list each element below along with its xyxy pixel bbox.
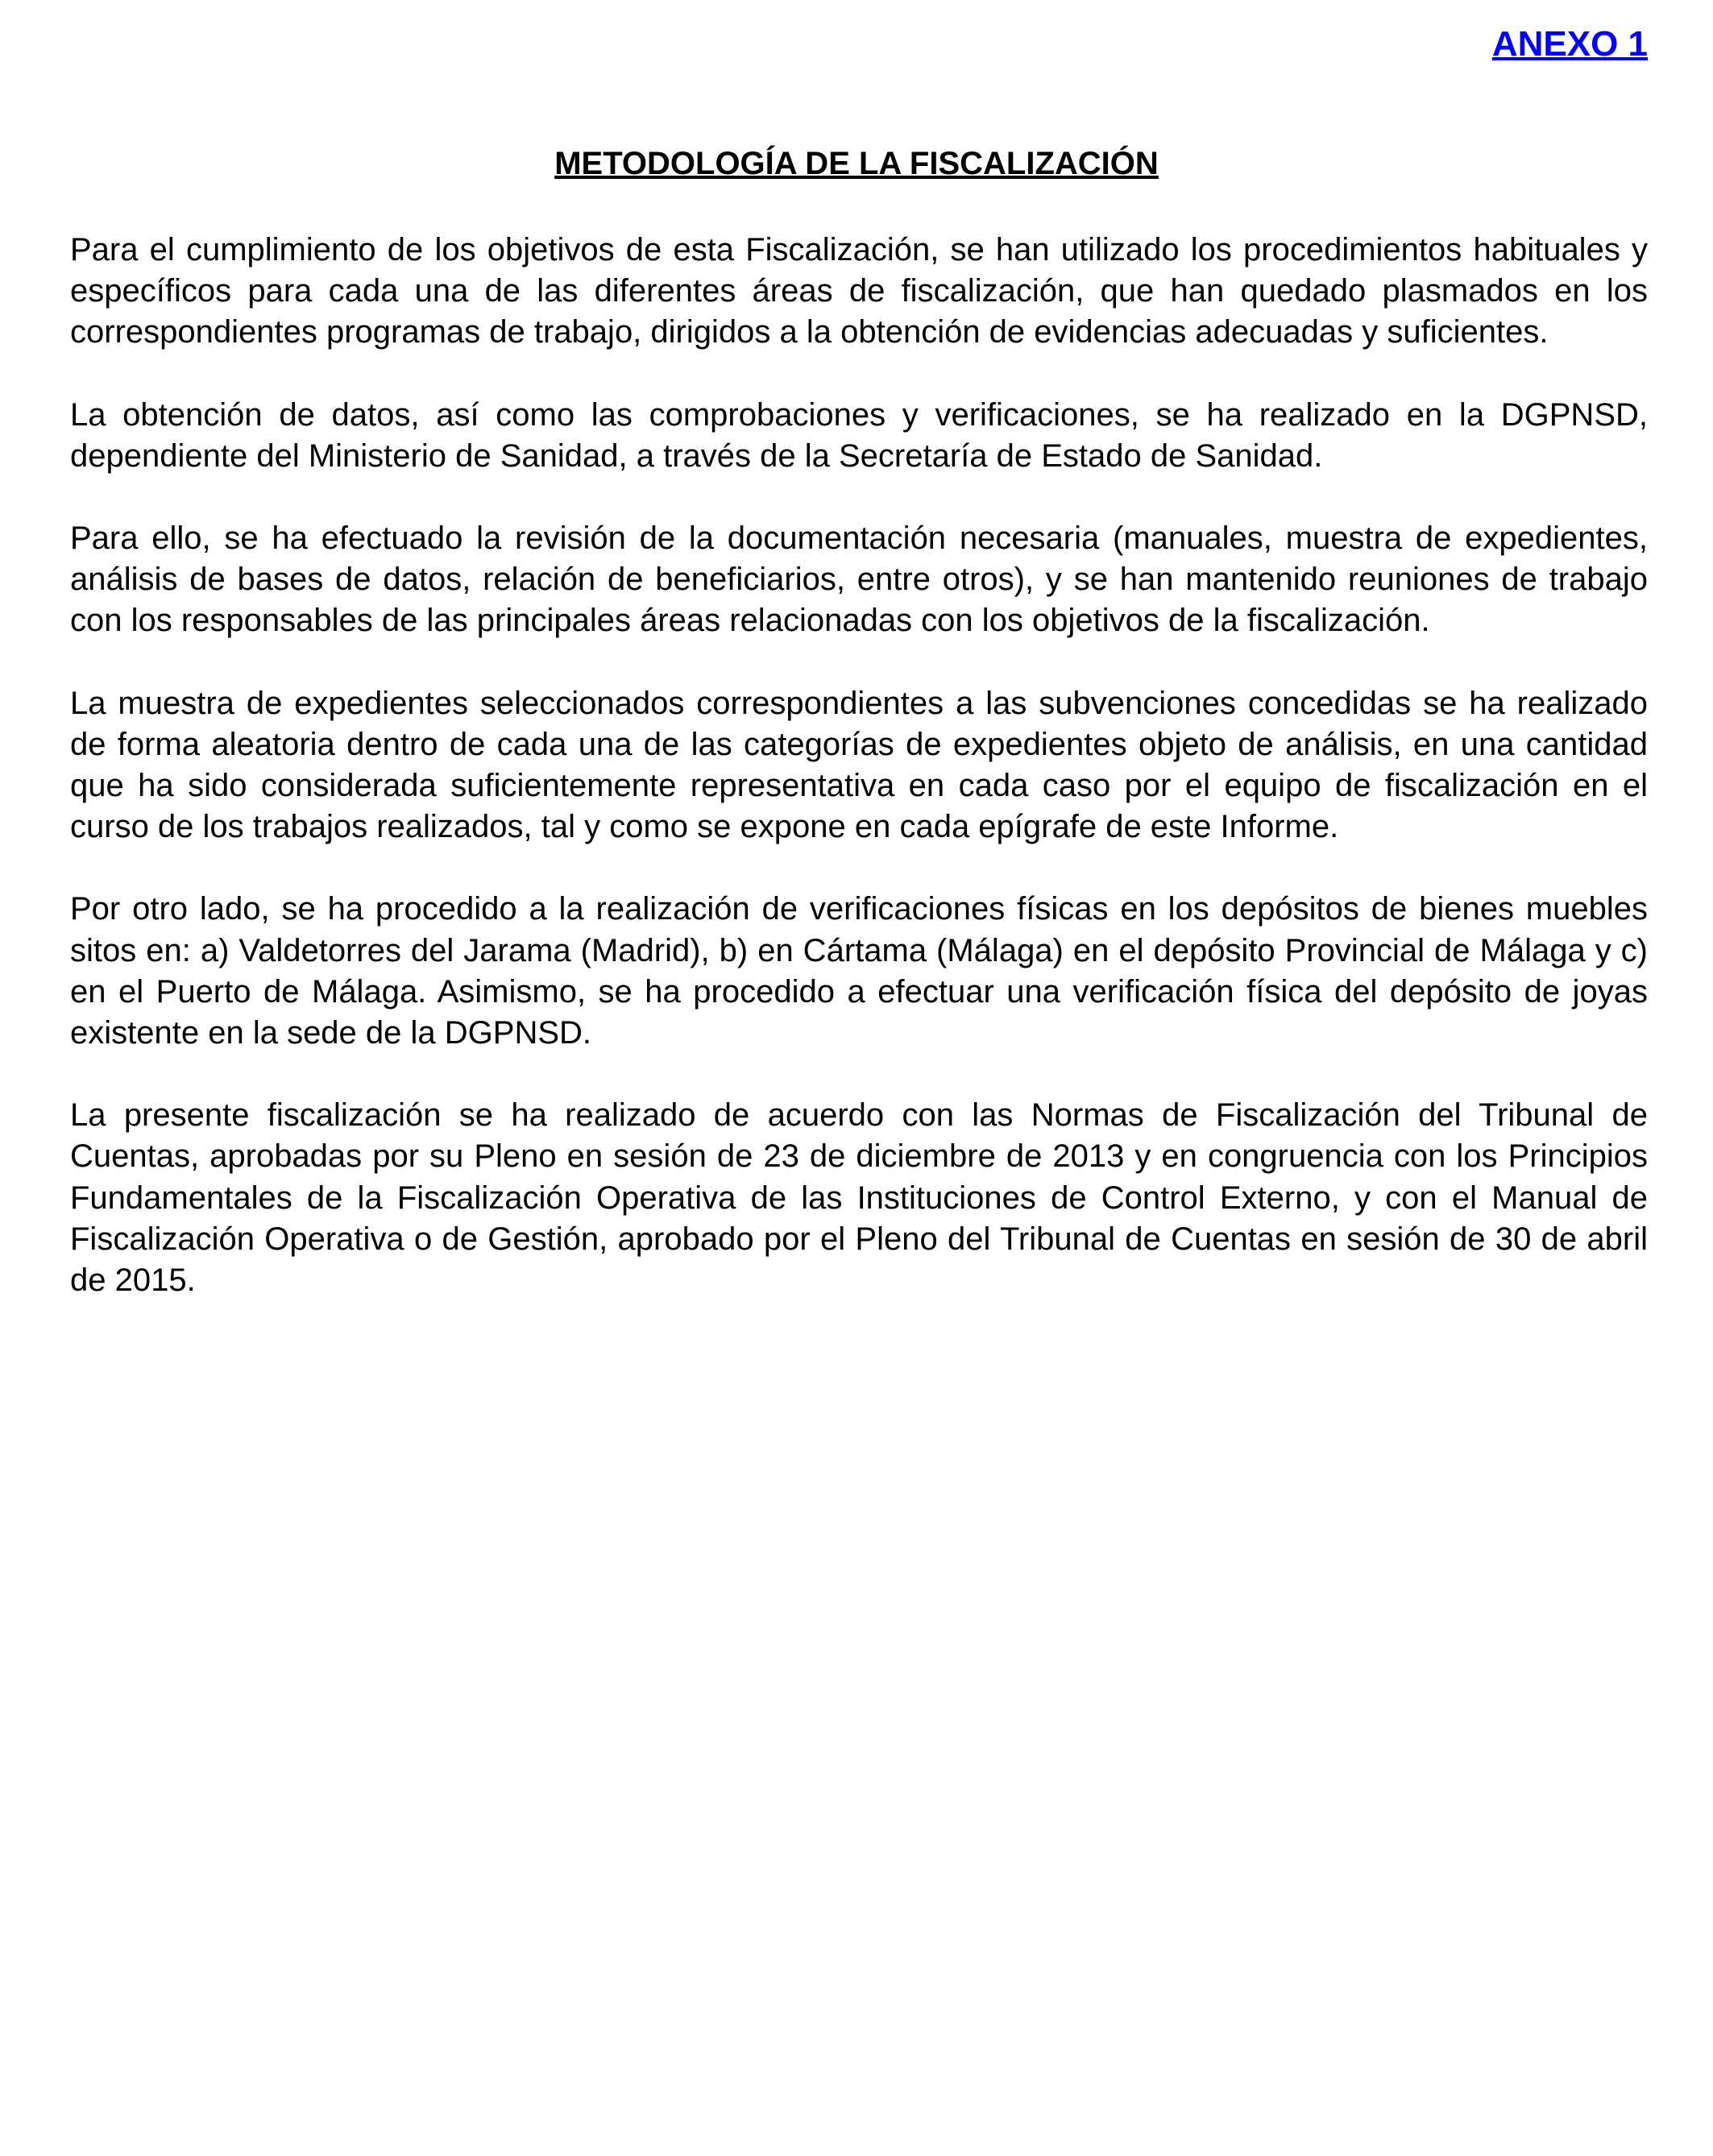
document-body [70,230,1648,1342]
annex-link[interactable]: ANEXO 1 [1491,24,1648,64]
paragraph: Por otro lado, se ha procedido a la realización de verificaciones físicas en los depósitos de bienes muebles sitos en: a) Valdetorres del Jarama (Madrid), b) en Cártama (Málaga) en el depósito Provincial de Málaga y c) en el Puerto de Málaga. Asimismo, se ha procedido a efectuar una verificación física del depósito de joyas existente en la sede de la DGPNSD. [70,891,1648,1051]
paragraph: Para ello, se ha efectuado la revisión de la documentación necesaria (manuales, muestra de expedientes, análisis de bases de datos, relación de beneficiarios, entre otros), y se han mantenido reuniones de trabajo con los responsables de las principales áreas relacionadas con los objetivos de la fiscalización. [70,520,1648,639]
page-title: METODOLOGÍA DE LA FISCALIZACIÓN [554,146,1159,181]
paragraph: La presente fiscalización se ha realizado de acuerdo con las Normas de Fiscalización del Tribunal de Cuentas, aprobadas por su Pleno en sesión de 23 de diciembre de 2013 y en congruencia con los Principios Fundamentales de la Fiscalización Operativa de las Instituciones de Control Externo, y con el Manual de Fiscalización Operativa o de Gestión, aprobado por el Pleno del Tribunal de Cuentas en sesión de 30 de abril de 2015. [70,1097,1648,1299]
paragraph: La obtención de datos, así como las comprobaciones y verificaciones, se ha realizado en la DGPNSD, dependiente del Ministerio de Sanidad, a través de la Secretaría de Estado de Sanidad. [70,396,1648,474]
paragraph: Para el cumplimiento de los objetivos de esta Fiscalización, se han utilizado los procedimientos habituales y específicos para cada una de las diferentes áreas de fiscalización, que han quedado plasmados en los correspondientes programas de trabajo, dirigidos a la obtención de evidencias adecuadas y suficientes. [70,232,1648,350]
paragraph: La muestra de expedientes seleccionados correspondientes a las subvenciones concedidas se ha realizado de forma aleatoria dentro de cada una de las categorías de expedientes objeto de análisis, en una cantidad que ha sido considerada suficientemente representativa en cada caso por el equipo de fiscalización en el curso de los trabajos realizados, tal y como se expone en cada epígrafe de este Informe. [70,685,1648,845]
